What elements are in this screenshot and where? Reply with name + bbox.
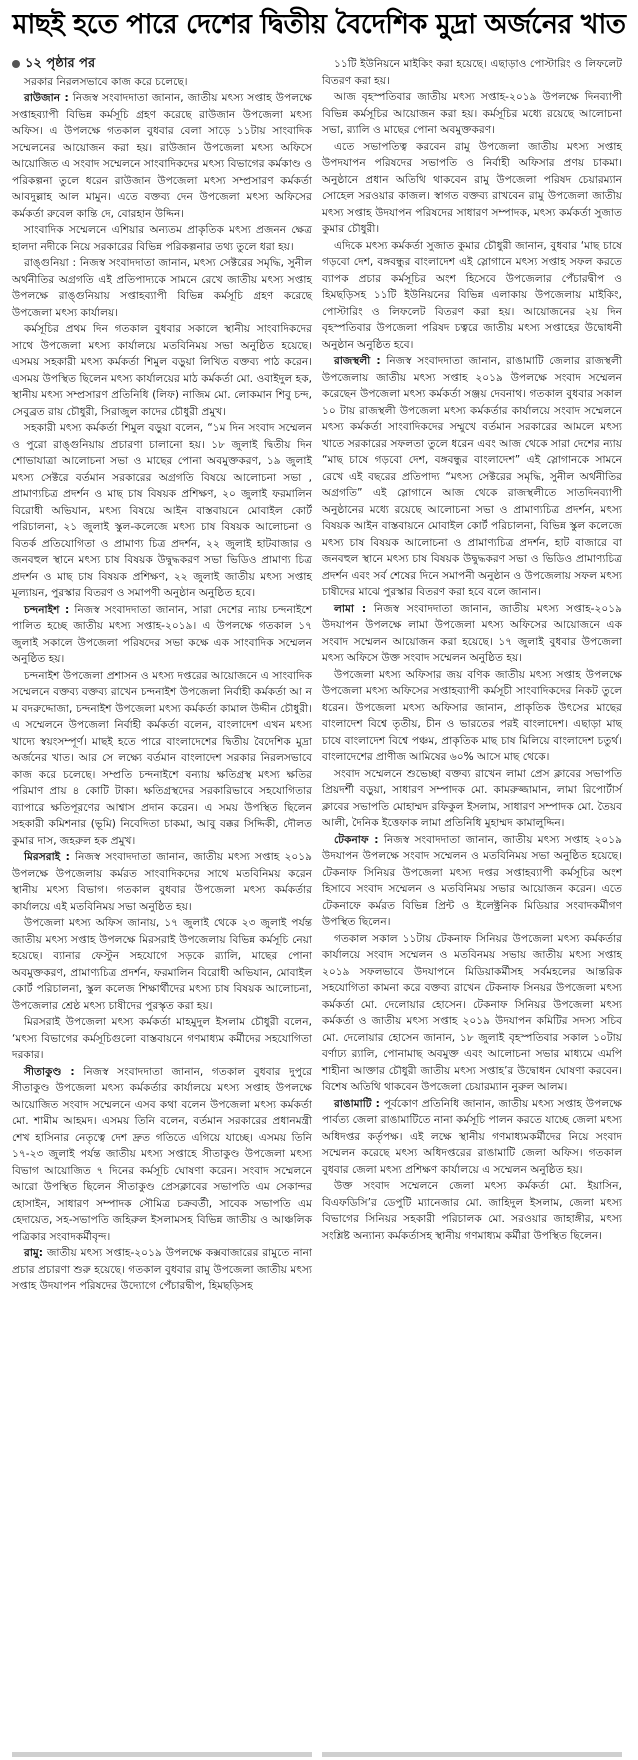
paragraph-text: উপজেলা মৎস্য অফিসার জয় বণিক জাতীয় মৎস্য সপ্তাহ উপলক্ষে উপজেলা মৎস্য অফিসের সপ্তাহব্যাপী কর্মসূচী সাংবাদিকদের নিকট তুলে ধরেন। উপজেলা মৎস্য অফিসার জানান, প্রাকৃতিক উৎসের মাছের বাংলাদেশ বিশ্বে তৃতীয়, চীন ও ভারতের পরই বাংলাদেশ। এছাড়া মাছ চাষে বাংলাদেশ বিশ্বে পঞ্চম, প্রাকৃতিক মাছ চাষ মিলিয়ে বাংলাদেশ চতুর্থ। বাংলাদেশের প্রাণীজ আমিষের ৬০% আসে মাছ থেকে।	[322, 668, 622, 763]
article-paragraph	[322, 766, 622, 832]
paragraph-text: উক্ত সংবাদ সম্মেলনে জেলা মৎস্য কর্মকর্তা মো. ইয়াসিন, বিএফডিসি’র ডেপুটি ম্যানেজার মো. জাহিদুল ইসলাম, জেলা মৎস্য বিভাগের সিনিয়র সহকারী পরিচালক মো. সরওয়ার জাহাঙ্গীর, মৎস্য সংশ্লিষ্ট অন্যান্য কর্মকর্তাসহ স্থানীয় গণমাধ্যম কর্মীরা উপস্থিত ছিলেন।	[322, 1180, 622, 1242]
paragraph-text: নিজস্ব সংবাদদাতা জানান, সারা দেশের ন্যায় চন্দনাইশে পালিত হচ্ছে জাতীয় মৎস্য সপ্তাহ-২০১৯। এ উপলক্ষে গতকাল ১৭ জুলাই সকালে উপজেলা পরিষদের সভা কক্ষে এক সাংবাদিক সম্মেলন অনুষ্ঠিত হয়।	[12, 603, 312, 665]
article-paragraph	[12, 255, 312, 321]
dateline: মিরসরাই :	[24, 851, 70, 863]
article-paragraph	[12, 668, 312, 850]
article-paragraph	[322, 139, 622, 238]
dateline: রাজস্থলী :	[334, 355, 381, 367]
article-paragraph	[322, 1096, 622, 1179]
bottom-divider-left	[12, 1752, 312, 1757]
article-paragraph	[12, 420, 312, 602]
bottom-divider-right	[322, 1752, 622, 1757]
right-column	[322, 56, 622, 1244]
article-paragraph	[322, 931, 622, 1096]
paragraph-text: নিজস্ব সংবাদদাতা জানান, রাঙামাটি জেলার রাজস্থলী উপজেলায় জাতীয় মৎস্য সপ্তাহ ২০১৯ উপলক্ষে সংবাদ সম্মেলন করেছেন উপজেলা মৎস্য কর্মকর্তা সঞ্জয় দেবনাথ। গতকাল বুধবার সকাল ১০ টায় রাজস্থলী উপজেলা মৎস্য কর্মকর্তার কার্যালয়ে সংবাদ সম্মেলনে মৎস্য কর্মকর্তা সাংবাদিকদের সম্মুখে বর্তমান সরকারের আমলে মৎস্য খাতে সরকারের সফলতা তুলে ধরেন এবং আজ থেকে সারা দেশের ন্যায় “মাছ চাষে গড়বো দেশ, বঙ্গবন্ধুর বাংলাদেশ” এই স্লোগানকে সামনে রেখে এই বছরের প্রতিপাদ্য “মৎস্য সেক্টরের সমৃদ্ধি, সুনীল অর্থনীতির অগ্রগতি” এই স্লোগানে আজ থেকে রাজস্থলীতে সাতদিনব্যাপী অনুষ্ঠানের মধ্যে রয়েছে আলোচনা সভা ও প্রামাণ্যচিত্র প্রদর্শন, মৎস্য বিষয়ক আইন বাস্তবায়নে মোবাইল কোর্ট পরিচালনা, বিভিন্ন স্কুল কলেজে মৎস্য চাষ বিষয়ক আলোচনা ও প্রামাণ্যচিত্র প্রদর্শন, হাট বাজারে বা জনবহুল স্থানে মৎস্য চাষ বিষয়ক উদ্বুদ্ধকরণ সভা ও ভিডিও প্রামাণ্যচিত্র প্রদর্শন এবং সর্ব শেষের দিনে সমাপনী অনুষ্ঠান ও উপজেলায় সফল মৎস্য চাষীদের মাঝে পুরস্কার বিতরণ করা হবে বলে জানান।	[322, 355, 622, 598]
left-column	[12, 56, 312, 1295]
article-paragraph	[322, 56, 622, 89]
left-paragraphs	[12, 74, 312, 1295]
dateline: লামা :	[334, 602, 367, 615]
paragraph-text: এদিকে মৎস্য কর্মকর্তা সুজাত কুমার চৌধুরী জানান, বুধবার ‘মাছ চাষে গড়বো দেশ, বঙ্গবন্ধুর বাংলাদেশ এই স্লোগানে মৎস্য সপ্তাহ সফল করতে ব্যাপক প্রচার কর্মসূচির অংশ হিসেবে উপজেলার পেঁচারদ্বীপ ও হিমছড়িসহ ১১টি ইউনিয়নের বিভিন্ন এলাকায় উপজেলায় মাইকিং, পোস্টারিং ও লিফলেট বিতরণ করা হয়। আয়োজনের ২য় দিন বৃহস্পতিবার উপজেলা পরিষদ চত্বরে জাতীয় মৎস্য সপ্তাহের উদ্বোধনী অনুষ্ঠান অনুষ্ঠিত হবে।	[322, 239, 622, 351]
dateline: রামু:	[24, 1247, 44, 1259]
article-paragraph	[322, 601, 622, 667]
article-paragraph	[12, 74, 312, 91]
paragraph-text: কর্মসূচির প্রথম দিন গতকাল বুধবার সকালে স্থানীয় সাংবাদিকদের সাথে উপজেলা মৎস্য কার্যালয়ে মতবিনিময় সভা অনুষ্ঠিত হয়েছে। এসময় সহকারী মৎস্য কর্মকর্তা শিমুল বড়ুয়া লিখিত বক্তব্য পাঠ করেন। এসময় উপস্থিত ছিলেন মৎস্য কার্যালয়ের মাঠ কর্মকর্তা মো. ওবাইদুল হক, স্থানীয় মৎস্য সম্প্রসারণ প্রতিনিধি (লিফ) নাজিম মো. লোকমান শিবু চন্দ, সেবুব্রত রায় চৌধুরী, সিরাজুল কাদের চৌধুরী প্রমুখ।	[12, 323, 312, 418]
paragraph-text: আজ বৃহস্পতিবার জাতীয় মৎস্য সপ্তাহ-২০১৯ উপলক্ষে দিনব্যাপী বিভিন্ন কর্মসূচির আয়োজন করা হয়। কর্মসূচির মধ্যে রয়েছে আলোচনা সভা, র‍্যালি ও মাছের পোনা অবমুক্তকরণ।	[322, 91, 622, 136]
article-paragraph	[12, 1014, 312, 1064]
article-paragraph	[322, 832, 622, 931]
paragraph-text: সহকারী মৎস্য কর্মকর্তা শিমুল বড়ুয়া বলেন, “১ম দিন সংবাদ সম্মেলন ও পুরো রাঙ্গুনিয়ায় প্রচারণা চালানো হয়। ১৮ জুলাই দ্বিতীয় দিন শোভাযাত্রা আলোচনা সভা ও মাছের পোনা অবমুক্তকরণ, ১৯ জুলাই মৎস্য সেক্টরে বর্তমান সরকারের অগ্রগতি বিষয়ে আলোচনা সভা , প্রামাণ্যচিত্র প্রদর্শন ও মাছ চাষ বিষয়ক প্রশিক্ষণ, ২০ জুলাই ফরমালিন বিরোধী অভিযান, মৎস্য বিষয়ে আইন বাস্তবায়নে মোবাইল কোর্ট পরিচালনা, ২১ জুলাই স্কুল-কলেজে মৎস্য চাষ বিষয়ক আলোচনা ও বিতর্ক প্রতিযোগিতা ও প্রামাণ্য চিত্র প্রদর্শন, ২২ জুলাই হাটবাজার ও জনবহুল স্থানে মৎস্য চাষ বিষয়ক উদ্বুদ্ধকরণ সভা ভিডিও প্রামাণ্য চিত্র প্রদর্শন ও মাছ চাষ বিষয়ক প্রশিক্ষণ, ২২ জুলাই জাতীয় মৎস্য সপ্তাহ মূল্যায়ন, পুরস্কার বিতরণ ও সমাপণী অনুষ্ঠান অনুষ্ঠিত হবে।	[12, 422, 312, 599]
paragraph-text: নিজস্ব সংবাদদাতা জানান, গতকাল বুধবার দুপুরে সীতাকুণ্ড উপজেলা মৎস্য কর্মকর্তার কার্যালয়ে মৎস্য সপ্তাহ উপলক্ষে আয়োজিত সংবাদ সম্মেলনে এসব কথা বলেন উপজেলা মৎস্য কর্মকর্তা মো. শামীম আহমদ। এসময় তিনি বলেন, বর্তমান সরকারের প্রধানমন্ত্রী শেখ হাসিনার নেতৃত্বে দেশ দ্রুত গতিতে এগিয়ে যাচ্ছে। এসময় তিনি ১৭-২৩ জুলাই পর্যন্ত জাতীয় মৎস্য সপ্তাহে সীতাকুণ্ড উপজেলা মৎস্য বিভাগ আয়োজিত ৭ দিনের কর্মসূচি ঘোষণা করেন। সংবাদ সম্মেলনে আরো উপস্থিত ছিলেন সীতাকুণ্ড প্রেসক্লাবের সভাপতি এম সেকান্দর হোসাইন, সাধারণ সম্পাদক সৌমিত্র চক্রবর্তী, সাবেক সভাপতি এম হেদায়েত, সহ-সভাপতি জহিরুল ইসলামসহ বিভিন্ন জাতীয় ও আঞ্চলিক পত্রিকার সংবাদকর্মীবৃন্দ।	[12, 1065, 312, 1243]
paragraph-text: পূর্বকোণ প্রতিনিধি জানান, জাতীয় মৎস্য সপ্তাহ উপলক্ষে পার্বত্য জেলা রাঙামাটিতে নানা কর্মসূচি পালন করতে যাচ্ছে জেলা মৎস্য অধিদপ্তর কর্তৃপক্ষ। এই লক্ষে স্থানীয় গণমাধ্যমকর্মীদের নিয়ে সংবাদ সম্মেলন করেছে মৎস্য অধিদপ্তরের রাঙামাটি জেলা অফিস। গতকাল বুধবার জেলা মৎস্য প্রশিক্ষণ কার্যালয়ে এ সম্মেলন অনুষ্ঠিত হয়।	[322, 1097, 622, 1176]
paragraph-text: সংবাদ সম্মেলনে শুভেচ্ছা বক্তব্য রাখেন লামা প্রেস ক্লাবের সভাপতি প্রিয়দর্শী বড়ুয়া, সাধারণ সম্পাদক মো. কামরুজ্জামান, লামা রিপোর্টার্স ক্লাবের সভাপতি মোহাম্মদ রফিকুল ইসলাম, সাধারণ সম্পাদক মো. তৈয়ব আলী, দৈনিক ইত্তেফাক লামা প্রতিনিধি মুহাম্মদ কামালুদ্দিন।	[322, 767, 622, 829]
article-paragraph	[12, 222, 312, 255]
paragraph-text: নিজস্ব সংবাদদাতা জানান, জাতীয় মৎস্য সপ্তাহ ২০১৯ উপলক্ষে উপজেলায় কর্মরত সাংবাদিকদের সাথে মতবিনিময় করেন স্থানীয় মৎস্য বিভাগ। গতকাল বুধবার উপজেলা মৎস্য কর্মকর্তার কার্যালয়ে এই মতবিনিময় সভা অনুষ্ঠিত হয়।	[12, 851, 313, 913]
paragraph-text: এতে সভাপতিত্ব করবেন রামু উপজেলা জাতীয় মৎস্য সপ্তাহ উপদযাপন পরিষদের সভাপতি ও নির্বাহী অফিসার প্রণয় চাকমা। অনুষ্ঠানে প্রধান অতিথি থাকবেন রামু উপজেলা পরিষদ চেয়ারম্যান সোহেল সরওয়ার কাজল। স্বাগত বক্তব্য রাখবেন রামু উপজেলা জাতীয় মৎস্য সপ্তাহ উদযাপন পরিষদের সাধারণ সম্পাদক, মৎস্য কর্মকর্তা সুজাত কুমার চৌধুরী।	[322, 140, 622, 235]
paragraph-text: নিজস্ব সংবাদদাতা জানান, জাতীয় মৎস্য সপ্তাহ উপলক্ষে সপ্তাহব্যাপী বিভিন্ন কর্মসূচি গ্রহণ করেছে রাউজান উপজেলা মৎস্য অফিস। এ উপলক্ষে গতকাল বুধবার বেলা সাড়ে ১১টায় সাংবাদিক সম্মেলনের আয়োজন করা হয়। রাউজান উপজেলা মৎস্য অফিসে আয়োজিত এ সংবাদ সম্মেলনে সাংবাদিকদের মৎস্য বিভাগের কর্মকাণ্ড ও পরিকল্পনা তুলে ধরেন রাউজান উপজেলা মৎস্য সম্প্রসারণ কর্মকর্তা আবদুল্লাহ আল মামুন। এতে বক্তব্য দেন উপজেলা মৎস্য অফিসের কর্মকর্তা রুবেল কান্তি দে, বোরহান উদ্দিন।	[12, 92, 312, 220]
article-paragraph	[322, 238, 622, 354]
paragraph-text: নিজস্ব সংবাদদাতা জানান, জাতীয় মৎস্য সপ্তাহ ২০১৯ উদযাপন উপলক্ষে সংবাদ সম্মেলন ও মতবিনিময় সভা অনুষ্ঠিত হয়েছে। টেকনাফ সিনিয়র উপজেলা মৎস্য দপ্তর সপ্তাহব্যাপী কর্মসূচির অংশ হিসাবে সংবাদ সম্মেলন ও মতবিনিময় সভার আয়োজন করেন। এতে টেকনাফে কর্মরত বিভিন্ন প্রিন্ট ও ইলেক্ট্রনিক মিডিয়ার সংবাদকর্মীগণ উপস্থিত ছিলেন।	[322, 833, 623, 928]
article-headline: মাছই হতে পারে দেশের দ্বিতীয় বৈদেশিক মুদ্রা অর্জনের খাত	[12, 9, 626, 40]
article-paragraph	[12, 915, 312, 1014]
continued-from-text: ১২ পৃষ্ঠার পর	[25, 56, 96, 71]
article-paragraph	[12, 1064, 312, 1246]
paragraph-text: মিরসরাই উপজেলা মৎস্য কর্মকর্তা মাহমুদুল ইসলাম চৌধুরী বলেন, ‘মৎস্য বিভাগের কর্মসূচিগুলো বাস্তবায়নে গণমাধ্যম কর্মীদের সহযোগিতা দরকার।	[12, 1016, 312, 1061]
article-paragraph	[12, 849, 312, 915]
article-paragraph	[322, 89, 622, 139]
article-paragraph	[322, 353, 622, 601]
paragraph-text: রাঙ্গুনিয়া : নিজস্ব সংবাদদাতা জানান, মৎস্য সেক্টরের সমৃদ্ধি, সুনীল অর্থনীতির অগ্রগতি এই প্রতিপাদ্যকে সামনে রেখে জাতীয় মৎস্য সপ্তাহ উপলক্ষে রাঙ্গুনিয়ায় সপ্তাহব্যাপী বিভিন্ন কর্মসূচি গ্রহণ করেছে উপজেলা মৎস্য কার্যালয়।	[12, 257, 312, 319]
right-paragraphs	[322, 56, 622, 1244]
article-paragraph	[12, 321, 312, 420]
article-paragraph	[322, 667, 622, 766]
article-paragraph	[12, 90, 312, 222]
paragraph-text: উপজেলা মৎস্য অফিস জানায়, ১৭ জুলাই থেকে ২৩ জুলাই পর্যন্ত জাতীয় মৎস্য সপ্তাহ উপলক্ষে মিরসরাই উপজেলায় বিভিন্ন কর্মসূচি নেয়া হয়েছে। ব্যানার ফেস্টুন সহযোগে সড়কে র‍্যালি, মাছের পোনা অবমুক্তকরণ, প্রামাণ্যচিত্র প্রদর্শন, ফরমালিন বিরোধী অভিযান, মোবাইল কোর্ট পরিচালনা, স্কুল কলেজ শিক্ষার্থীদের মৎস্য চাষ বিষয়ক আলোচনা, উপজেলার শ্রেষ্ঠ মৎস্য চাষীদের পুরস্কৃত করা হয়।	[12, 917, 312, 1012]
paragraph-text: চন্দনাইশ উপজেলা প্রশাসন ও মৎস্য দপ্তরের আয়োজনে এ সাংবাদিক সম্মেলনে বক্তব্য বক্তব্য রাখেন চন্দনাইশ উপজেলা নির্বাহী কর্মকর্তা আ ন ম বদরুদ্দোজা, চন্দনাইশ উপজেলা মৎস্য কর্মকর্তা কামাল উদ্দীন চৌধুরী। এ সম্মেলনে উপজেলা নির্বাহী কর্মকর্তা বলেন, বাংলাদেশ এখন মৎস্য খাদ্যে স্বয়ংসম্পূর্ণ। মাছই হতে পারে বাংলাদেশের দ্বিতীয় বৈদেশিক মুদ্রা অর্জনের খাত। আর সে লক্ষ্যে বর্তমান বাংলাদেশ সরকার নিরলসভাবে কাজ করে চলেছে। সম্প্রতি চন্দনাইশে বন্যায় ক্ষতিগ্রস্থ মৎস্য ক্ষতির পরিমাণ প্রায় ৪ কোটি টাকা। ক্ষতিগ্রস্থদের সরকারিভাবে সহযোগিতার ব্যাপারে ক্ষতিপূরণের আশ্বাস প্রদান করেন। এ সময় উপস্থিত ছিলেন সহকারী কমিশনার (ভূমি) নিবেদিতা চাকমা, আবু বক্কর সিদ্দিকী, দৌলত কুমার দাস, জহরুল হক প্রমুখ।	[12, 669, 312, 847]
dateline: টেকনাফ :	[334, 833, 379, 846]
paragraph-text: সাংবাদিক সম্মেলনে এশিয়ার অন্যতম প্রাকৃতিক মৎস্য প্রজনন ক্ষেত্র হালদা নদীকে নিয়ে সরকারের বিভিন্ন পরিকল্পনার তথ্য তুলে ধরা হয়।	[12, 224, 312, 253]
dateline: রাঙামাটি :	[334, 1097, 380, 1110]
dateline: সীতাকুণ্ড :	[24, 1065, 75, 1078]
paragraph-text: জাতীয় মৎস্য সপ্তাহ-২০১৯ উপলক্ষে কক্সবাজারের রামুতে নানা প্রচার প্রচারণা শুরু হয়েছে। গতকাল বুধবার রামু উপজেলা জাতীয় মৎস্য সপ্তাহ উদযাপন পরিষদের উদ্যোগে পেঁচারদ্বীপ, হিমছড়িসহ	[12, 1247, 312, 1292]
bullet-icon	[12, 60, 20, 68]
dateline: রাউজান :	[24, 92, 69, 104]
paragraph-text: নিজস্ব সংবাদদাতা জানান, জাতীয় মৎস্য সপ্তাহ-২০১৯ উদযাপন উপলক্ষে লামা উপজেলা মৎস্য অফিসের আয়োজনে এক সংবাদ সম্মেলন আয়োজন করা হয়েছে। ১৭ জুলাই বুধবার উপজেলা মৎস্য অফিসে উক্ত সংবাদ সম্মেলন অনুষ্ঠিত হয়।	[322, 602, 622, 664]
article-paragraph	[12, 1245, 312, 1295]
dateline: চন্দনাইশ :	[24, 603, 70, 616]
paragraph-text: গতকাল সকাল ১১টায় টেকনাফ সিনিয়র উপজেলা মৎস্য কর্মকর্তার কার্যালয়ে সংবাদ সম্মেলন ও মতবিনময় সভায় জাতীয় মৎস্য সপ্তাহ ২০১৯ সফলভাবে উদযাপনে মিডিয়াকর্মীসহ সর্বমহলের আন্তরিক সহযোগিতা কামনা করে বক্তব্য রাখেন টেকনাফ সিনয়র উপজেলা মৎস্য কর্মকর্তা মো. দেলোয়ার হোসেন। টেকনাফ সিনিয়র উপজেলা মৎস্য কর্মকর্তা ও জাতীয় মৎস্য সপ্তাহ ২০১৯ উদযাপন কমিটির সদস্য সচিব মো. দেলোয়ার হোসেন জানান, ১৮ জুলাই বৃহস্পতিবার সকাল ১০টায় বর্ণাঢ্য র‍্যালি, পোনামাছ অবমুক্ত এবং আলোচনা সভার মাধ্যমে এমপি শাহীনা আক্তার চৌধুরী জাতীয় মৎস্য সপ্তাহ’র উদ্বোধন ঘোষণা করবেন। বিশেষ অতিথি থাকবেন উপজেলা চেয়ারম্যান নুরুল আলম।	[322, 932, 622, 1093]
paragraph-text: ১১টি ইউনিয়নে মাইকিং করা হয়েছে। এছাড়াও পোস্টারিং ও লিফলেট বিতরণ করা হয়।	[322, 58, 622, 87]
article-paragraph	[322, 1178, 622, 1244]
continued-from-label	[12, 56, 312, 73]
article-paragraph	[12, 602, 312, 668]
paragraph-text: সরকার নিরলসভাবে কাজ করে চলেছে।	[24, 75, 188, 88]
